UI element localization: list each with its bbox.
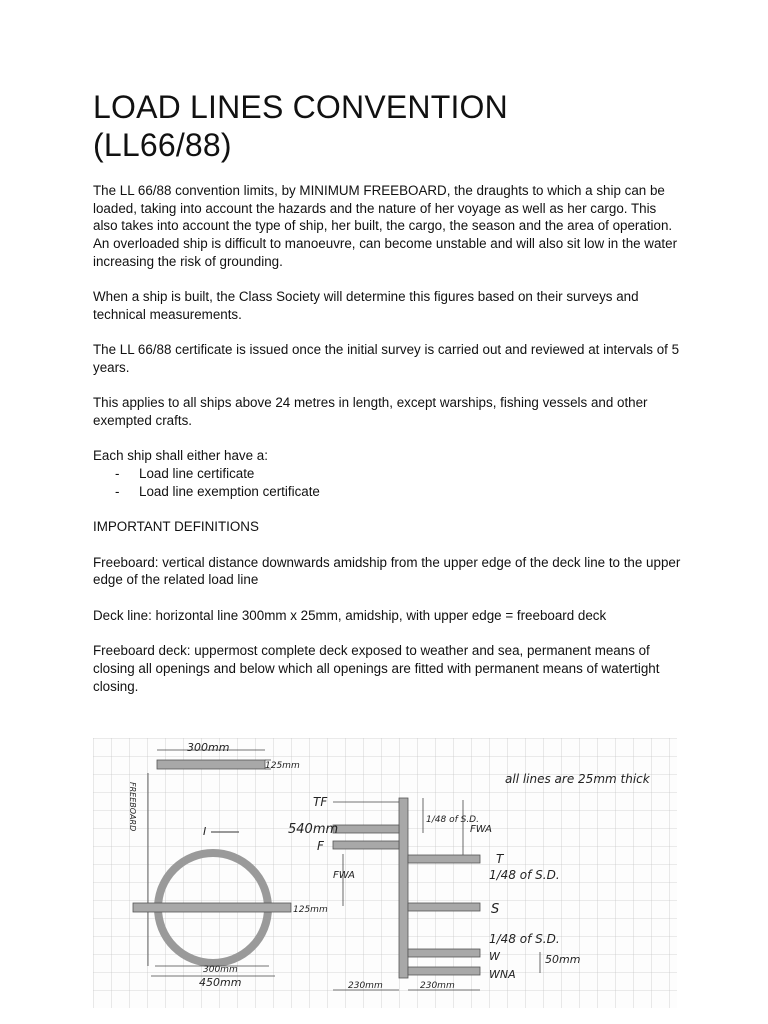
bullet-marker: -	[115, 483, 120, 499]
overload-paragraph: An overloaded ship is difficult to manoeuvre, can become unstable and will also sit low in the water increasing the risk of grounding.	[93, 236, 678, 269]
wna-label: WNA	[489, 968, 516, 981]
load-line-stem	[399, 798, 408, 978]
definition-freeboard-deck: Freeboard deck: uppermost complete deck exposed to weather and sea, permanent means of closing all openings and below which all openings are fitted with permanent means of watertight closing.	[93, 643, 660, 694]
definition-freeboard: Freeboard: vertical distance downwards amidship from the upper edge of the deck line to the upper edge of the related load line	[93, 554, 681, 588]
list-item-text: Load line exemption certificate	[139, 483, 320, 499]
winter-allowance-label: 1/48 of S.D.	[489, 932, 560, 946]
intro-paragraph: The LL 66/88 convention limits, by MINIMUM FREEBOARD, the draughts to which a ship can be loaded, taking into account the hazards and the nature of her voyage as well as her cargo. This also takes into account the type of ship, her built, the cargo, the season and the area of operation.	[93, 183, 673, 234]
wna-offset-label: 50mm	[545, 953, 581, 966]
list-item-text: Load line certificate	[139, 466, 255, 482]
plimsoll-line	[133, 903, 291, 912]
fwa-label-mid: FWA	[333, 870, 355, 881]
certificate-list	[93, 465, 683, 500]
f-line	[333, 841, 399, 849]
title-line-2: (LL66/88)	[93, 127, 232, 163]
line-thickness-note: all lines are 25mm thick	[505, 772, 650, 786]
list-item	[93, 483, 683, 501]
list-item	[93, 465, 683, 483]
left-arm-width-label: 230mm	[348, 981, 383, 991]
tropical-allowance-label: 1/48 of S.D.	[489, 868, 560, 882]
certificate-paragraph: The LL 66/88 certificate is issued once the initial survey is carried out and reviewed at intervals of 5 years.	[93, 342, 680, 375]
s-line	[408, 903, 480, 911]
plimsoll-bar-width-label: 300mm	[203, 965, 238, 975]
tf-label: TF	[313, 795, 328, 809]
w-line	[408, 949, 480, 957]
ring-diameter-label: 450mm	[199, 976, 242, 989]
document-title	[93, 88, 683, 164]
definitions-heading: IMPORTANT DEFINITIONS	[93, 519, 259, 535]
deck-line-width-label: 300mm	[187, 741, 230, 754]
bullet-marker: -	[115, 466, 120, 482]
each-ship-paragraph: Each ship shall either have a:	[93, 448, 268, 464]
fwa-label-top: FWA	[470, 824, 492, 835]
s-label: S	[491, 902, 500, 917]
t-label: T	[496, 852, 504, 866]
class-society-paragraph: When a ship is built, the Class Society will determine this figures based on their surveys and technical measurements.	[93, 289, 639, 322]
right-arm-width-label: 230mm	[420, 981, 455, 991]
document-body	[93, 88, 683, 695]
wna-line	[408, 967, 480, 975]
definition-deck-line: Deck line: horizontal line 300mm x 25mm, amidship, with upper edge = freeboard deck	[93, 607, 607, 623]
tf-line	[333, 825, 399, 833]
f-label: F	[317, 839, 324, 853]
deck-line-thickness-label: 125mm	[265, 761, 300, 771]
load-line-sketch	[93, 738, 677, 1008]
t-line	[408, 855, 480, 863]
plimsoll-line-thickness-label: 125mm	[293, 905, 328, 915]
mark-i-label: I	[203, 825, 207, 838]
stem-height-label: 540mm	[288, 822, 339, 837]
w-label: W	[489, 950, 500, 963]
applicability-paragraph: This applies to all ships above 24 metres in length, except warships, fishing vessels and other exempted crafts.	[93, 395, 648, 429]
deck-line-mark	[157, 760, 265, 769]
load-line-diagram	[93, 738, 677, 1008]
freeboard-label: FREEBOARD	[128, 782, 137, 832]
fresh-water-allowance-label-top: 1/48 of S.D.	[426, 815, 479, 825]
title-line-1: LOAD LINES CONVENTION	[93, 89, 508, 125]
